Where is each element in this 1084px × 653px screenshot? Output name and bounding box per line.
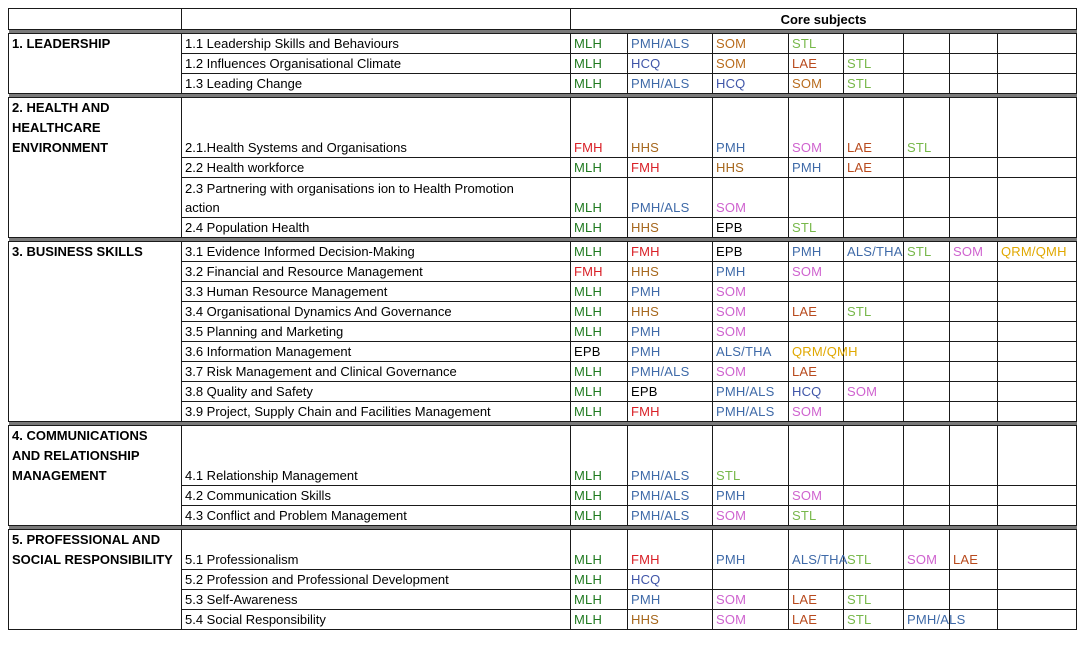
competency-row <box>9 570 1077 590</box>
empty-cell <box>904 506 950 526</box>
empty-cell <box>789 282 844 302</box>
subject-code: PMH <box>713 98 789 158</box>
empty-cell <box>950 382 998 402</box>
empty-cell <box>844 34 904 54</box>
empty-cell <box>904 34 950 54</box>
empty-cell <box>950 218 998 238</box>
subject-code: MLH <box>571 242 628 262</box>
competency-row <box>9 242 1077 262</box>
subject-code: MLH <box>571 34 628 54</box>
section-title-continuation <box>9 610 182 630</box>
competency-row <box>9 262 1077 282</box>
subject-code: HHS <box>628 302 713 322</box>
subject-code: PMH/ALS <box>628 178 713 218</box>
empty-cell <box>998 262 1077 282</box>
competency-row <box>9 590 1077 610</box>
competency-name <box>182 506 571 526</box>
subject-code: PMH/ALS <box>628 34 713 54</box>
empty-cell <box>844 282 904 302</box>
subject-code: MLH <box>571 506 628 526</box>
competency-name <box>182 34 571 54</box>
competency-row <box>9 34 1077 54</box>
empty-cell <box>950 590 998 610</box>
competency-line: 2.1.Health Systems and Organisations <box>185 140 407 155</box>
subject-code: HHS <box>713 158 789 178</box>
empty-cell <box>998 530 1077 570</box>
subject-code: HCQ <box>628 570 713 590</box>
empty-cell <box>998 590 1077 610</box>
empty-cell <box>950 486 998 506</box>
competency-line: 1.1 Leadership Skills and Behaviours <box>185 36 399 51</box>
empty-cell <box>904 590 950 610</box>
empty-cell <box>904 302 950 322</box>
empty-cell <box>950 362 998 382</box>
subject-code: FMH <box>628 242 713 262</box>
subject-code: SOM <box>789 262 844 282</box>
competency-row <box>9 486 1077 506</box>
empty-cell <box>998 426 1077 486</box>
competency-line: 3.4 Organisational Dynamics And Governance <box>185 304 452 319</box>
subject-code: HCQ <box>713 74 789 94</box>
competency-name <box>182 590 571 610</box>
empty-cell <box>998 570 1077 590</box>
subject-code: PMH/ALS <box>904 610 950 630</box>
header-blank-1 <box>9 9 182 30</box>
competency-line: 4.3 Conflict and Problem Management <box>185 508 407 523</box>
subject-code: HHS <box>628 218 713 238</box>
subject-code: SOM <box>789 74 844 94</box>
subject-code: EPB <box>571 342 628 362</box>
competency-line: 5.3 Self-Awareness <box>185 592 298 607</box>
subject-code: SOM <box>713 178 789 218</box>
empty-cell <box>998 98 1077 158</box>
empty-cell <box>789 322 844 342</box>
competency-name <box>182 262 571 282</box>
subject-code: PMH <box>789 242 844 262</box>
empty-cell <box>844 402 904 422</box>
empty-cell <box>998 362 1077 382</box>
empty-cell <box>950 74 998 94</box>
subject-code: LAE <box>789 362 844 382</box>
competency-name <box>182 362 571 382</box>
empty-cell <box>844 218 904 238</box>
subject-code: ALS/THA <box>844 242 904 262</box>
subject-code: STL <box>844 530 904 570</box>
competency-line: action <box>185 200 220 215</box>
empty-cell <box>904 402 950 422</box>
subject-code: SOM <box>713 590 789 610</box>
subject-code: MLH <box>571 218 628 238</box>
subject-code: PMH/ALS <box>628 74 713 94</box>
competency-row <box>9 98 1077 158</box>
competency-row <box>9 610 1077 630</box>
subject-code: PMH <box>628 282 713 302</box>
empty-cell <box>904 262 950 282</box>
subject-code: SOM <box>713 610 789 630</box>
competency-row <box>9 282 1077 302</box>
competency-name <box>182 282 571 302</box>
subject-code: LAE <box>789 302 844 322</box>
competency-line: 4.1 Relationship Management <box>185 468 358 483</box>
competency-row <box>9 530 1077 570</box>
subject-code: STL <box>844 610 904 630</box>
empty-cell <box>844 506 904 526</box>
empty-cell <box>844 322 904 342</box>
competency-line: 3.8 Quality and Safety <box>185 384 313 399</box>
empty-cell <box>950 570 998 590</box>
empty-cell <box>950 506 998 526</box>
empty-cell <box>950 342 998 362</box>
section-title-continuation <box>9 302 182 322</box>
empty-cell <box>950 158 998 178</box>
competency-row <box>9 362 1077 382</box>
competency-line: 3.3 Human Resource Management <box>185 284 388 299</box>
subject-code: LAE <box>789 610 844 630</box>
subject-code: MLH <box>571 302 628 322</box>
competency-line: 3.6 Information Management <box>185 344 352 359</box>
section-title-continuation <box>9 54 182 74</box>
competency-line: 1.2 Influences Organisational Climate <box>185 56 402 71</box>
competency-line: 5.4 Social Responsibility <box>185 612 326 627</box>
subject-code: MLH <box>571 530 628 570</box>
section-title-text: 2. HEALTH AND HEALTHCARE ENVIRONMENT <box>12 100 110 155</box>
empty-cell <box>950 178 998 218</box>
subject-code: ALS/THA <box>713 342 789 362</box>
subject-code: EPB <box>713 218 789 238</box>
subject-code: SOM <box>789 402 844 422</box>
subject-code: MLH <box>571 282 628 302</box>
subject-code: HHS <box>628 98 713 158</box>
subject-code: PMH <box>713 262 789 282</box>
empty-cell <box>904 218 950 238</box>
subject-code: STL <box>844 54 904 74</box>
subject-code: FMH <box>628 402 713 422</box>
empty-cell <box>789 570 844 590</box>
subject-code: STL <box>904 242 950 262</box>
competency-line: 3.5 Planning and Marketing <box>185 324 344 339</box>
empty-cell <box>844 362 904 382</box>
subject-code: SOM <box>713 54 789 74</box>
section-title-text: 1. LEADERSHIP <box>12 36 111 51</box>
empty-cell <box>904 178 950 218</box>
section-title-continuation <box>9 262 182 282</box>
competency-line: 2.3 Partnering with organisations ion to Health Promotion <box>185 181 514 196</box>
subject-code: PMH/ALS <box>628 486 713 506</box>
empty-cell <box>713 570 789 590</box>
subject-code: PMH <box>789 158 844 178</box>
section-title-continuation <box>9 590 182 610</box>
competency-name <box>182 426 571 486</box>
subject-code: SOM <box>713 302 789 322</box>
competency-name <box>182 158 571 178</box>
empty-cell <box>998 34 1077 54</box>
subject-code: MLH <box>571 570 628 590</box>
competency-line: 3.9 Project, Supply Chain and Facilities Management <box>185 404 491 419</box>
empty-cell <box>844 570 904 590</box>
competency-row <box>9 74 1077 94</box>
subject-code: MLH <box>571 74 628 94</box>
subject-code: MLH <box>571 362 628 382</box>
empty-cell <box>904 362 950 382</box>
subject-code: PMH <box>628 590 713 610</box>
subject-code: SOM <box>713 322 789 342</box>
competency-name <box>182 242 571 262</box>
section-title <box>9 98 182 158</box>
subject-code: ALS/THA <box>789 530 844 570</box>
subject-code: MLH <box>571 402 628 422</box>
subject-code: PMH <box>713 530 789 570</box>
empty-cell <box>998 54 1077 74</box>
competency-row <box>9 178 1077 218</box>
subject-code: SOM <box>789 486 844 506</box>
subject-code: SOM <box>844 382 904 402</box>
competency-line: 3.2 Financial and Resource Management <box>185 264 423 279</box>
competency-name <box>182 302 571 322</box>
competency-line: 5.1 Professionalism <box>185 552 299 567</box>
competency-row <box>9 218 1077 238</box>
empty-cell <box>904 282 950 302</box>
empty-cell <box>998 158 1077 178</box>
subject-code: PMH/ALS <box>628 426 713 486</box>
subject-code: MLH <box>571 590 628 610</box>
competency-row <box>9 302 1077 322</box>
section-title <box>9 34 182 54</box>
section-title-continuation <box>9 218 182 238</box>
subject-code: QRM/QMH <box>998 242 1077 262</box>
competency-name <box>182 322 571 342</box>
subject-code: EPB <box>628 382 713 402</box>
empty-cell <box>904 486 950 506</box>
subject-code: STL <box>789 34 844 54</box>
subject-code: STL <box>844 74 904 94</box>
subject-code: PMH <box>628 342 713 362</box>
section-title-continuation <box>9 322 182 342</box>
subject-code: LAE <box>844 158 904 178</box>
header-blank-2 <box>182 9 571 30</box>
section-title <box>9 426 182 486</box>
empty-cell <box>998 178 1077 218</box>
empty-cell <box>998 342 1077 362</box>
subject-code: FMH <box>571 262 628 282</box>
section-title-continuation <box>9 342 182 362</box>
subject-code: SOM <box>713 506 789 526</box>
section-title-continuation <box>9 402 182 422</box>
subject-code: FMH <box>628 530 713 570</box>
empty-cell <box>904 426 950 486</box>
subject-code: EPB <box>713 242 789 262</box>
subject-code: FMH <box>571 98 628 158</box>
subject-code: MLH <box>571 426 628 486</box>
subject-code: HHS <box>628 262 713 282</box>
section-title-continuation <box>9 382 182 402</box>
competency-line: 2.2 Health workforce <box>185 160 305 175</box>
subject-code: PMH <box>628 322 713 342</box>
competency-line: 2.4 Population Health <box>185 220 310 235</box>
competency-line: 3.7 Risk Management and Clinical Governance <box>185 364 457 379</box>
subject-code: STL <box>844 590 904 610</box>
subject-code: MLH <box>571 610 628 630</box>
subject-code: LAE <box>950 530 998 570</box>
empty-cell <box>904 74 950 94</box>
subject-code: SOM <box>904 530 950 570</box>
competency-line: 1.3 Leading Change <box>185 76 303 91</box>
subject-code: STL <box>904 98 950 158</box>
subject-code: QRM/QMH <box>789 342 844 362</box>
subject-code: HHS <box>628 610 713 630</box>
subject-code: HCQ <box>628 54 713 74</box>
empty-cell <box>950 98 998 158</box>
subject-code: STL <box>789 218 844 238</box>
section-title <box>9 530 182 570</box>
section-title-text: 5. PROFESSIONAL AND SOCIAL RESPONSIBILITY <box>12 532 173 567</box>
section-title-continuation <box>9 362 182 382</box>
empty-cell <box>950 262 998 282</box>
empty-cell <box>998 218 1077 238</box>
subject-code: MLH <box>571 178 628 218</box>
competency-row <box>9 158 1077 178</box>
empty-cell <box>904 158 950 178</box>
section-title <box>9 242 182 262</box>
subject-code: STL <box>844 302 904 322</box>
competency-name <box>182 54 571 74</box>
section-title-continuation <box>9 282 182 302</box>
competency-name <box>182 486 571 506</box>
competency-row <box>9 342 1077 362</box>
subject-code: FMH <box>628 158 713 178</box>
empty-cell <box>904 322 950 342</box>
empty-cell <box>904 382 950 402</box>
subject-code: SOM <box>713 362 789 382</box>
section-title-continuation <box>9 158 182 178</box>
competency-line: 4.2 Communication Skills <box>185 488 331 503</box>
empty-cell <box>844 426 904 486</box>
empty-cell <box>998 486 1077 506</box>
subject-code: PMH/ALS <box>713 402 789 422</box>
competency-table <box>8 8 1077 630</box>
competency-row <box>9 382 1077 402</box>
competency-name <box>182 98 571 158</box>
empty-cell <box>844 486 904 506</box>
competency-name <box>182 402 571 422</box>
empty-cell <box>998 382 1077 402</box>
subject-code: PMH/ALS <box>628 362 713 382</box>
subject-code: SOM <box>713 282 789 302</box>
subject-code: PMH/ALS <box>713 382 789 402</box>
subject-code: PMH <box>713 486 789 506</box>
competency-row <box>9 54 1077 74</box>
competency-row <box>9 506 1077 526</box>
subject-code: MLH <box>571 322 628 342</box>
subject-code: STL <box>789 506 844 526</box>
empty-cell <box>844 262 904 282</box>
subject-code: HCQ <box>789 382 844 402</box>
empty-cell <box>998 282 1077 302</box>
competency-name <box>182 342 571 362</box>
empty-cell <box>998 610 1077 630</box>
empty-cell <box>950 426 998 486</box>
empty-cell <box>950 402 998 422</box>
empty-cell <box>789 178 844 218</box>
subject-code: PMH/ALS <box>628 506 713 526</box>
competency-name <box>182 74 571 94</box>
empty-cell <box>789 426 844 486</box>
subject-code: LAE <box>844 98 904 158</box>
section-title-continuation <box>9 178 182 218</box>
competency-row <box>9 322 1077 342</box>
subject-code: MLH <box>571 486 628 506</box>
competency-row <box>9 402 1077 422</box>
section-title-text: 4. COMMUNICATIONS AND RELATIONSHIP MANAGEMENT <box>12 428 148 483</box>
subject-code: SOM <box>950 242 998 262</box>
competency-name <box>182 178 571 218</box>
section-title-continuation <box>9 570 182 590</box>
section-title-continuation <box>9 486 182 506</box>
competency-name <box>182 382 571 402</box>
subject-code: LAE <box>789 590 844 610</box>
subject-code: STL <box>713 426 789 486</box>
empty-cell <box>950 34 998 54</box>
subject-code: LAE <box>789 54 844 74</box>
competency-name <box>182 610 571 630</box>
subject-code: SOM <box>789 98 844 158</box>
empty-cell <box>998 302 1077 322</box>
empty-cell <box>998 74 1077 94</box>
competency-row <box>9 426 1077 486</box>
header-row <box>9 9 1077 30</box>
subject-code: MLH <box>571 158 628 178</box>
core-subjects-header: Core subjects <box>571 9 1077 30</box>
competency-name <box>182 570 571 590</box>
empty-cell <box>950 54 998 74</box>
empty-cell <box>844 178 904 218</box>
subject-code: MLH <box>571 382 628 402</box>
competency-line: 5.2 Profession and Professional Development <box>185 572 449 587</box>
section-title-continuation <box>9 506 182 526</box>
empty-cell <box>998 322 1077 342</box>
competency-line: 3.1 Evidence Informed Decision-Making <box>185 244 415 259</box>
empty-cell <box>998 402 1077 422</box>
section-title-text: 3. BUSINESS SKILLS <box>12 244 143 259</box>
empty-cell <box>904 342 950 362</box>
subject-code: SOM <box>713 34 789 54</box>
section-title-continuation <box>9 74 182 94</box>
competency-name <box>182 218 571 238</box>
subject-code: MLH <box>571 54 628 74</box>
competency-name <box>182 530 571 570</box>
empty-cell <box>950 322 998 342</box>
empty-cell <box>950 282 998 302</box>
empty-cell <box>950 302 998 322</box>
empty-cell <box>904 54 950 74</box>
empty-cell <box>904 570 950 590</box>
empty-cell <box>998 506 1077 526</box>
